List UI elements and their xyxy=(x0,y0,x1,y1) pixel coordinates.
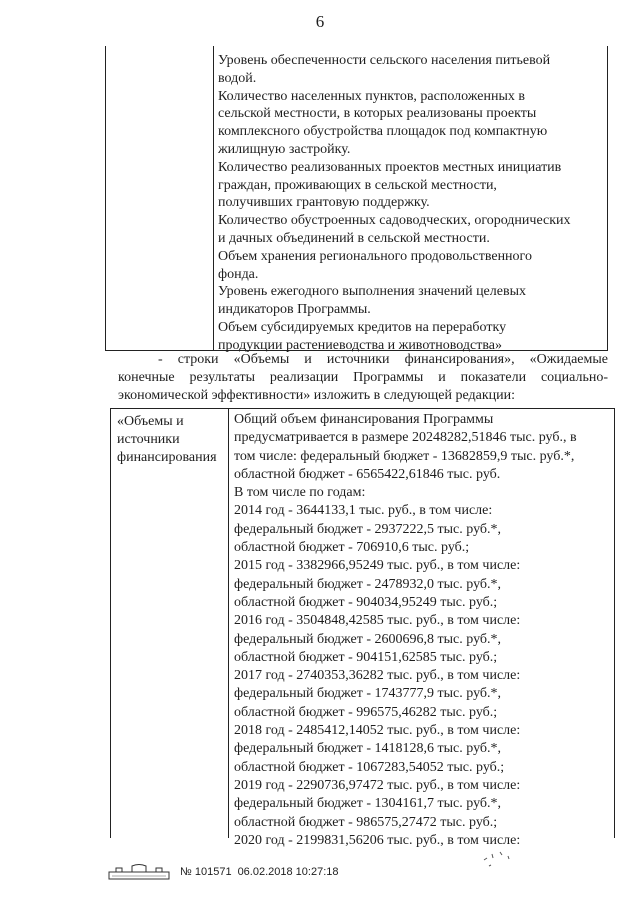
text-line: получивших грантовую поддержку. xyxy=(218,195,430,211)
paragraph-line: - строки «Объемы и источники финансирования», «Ожидаемые xyxy=(158,352,608,367)
text-line: продукции растениеводства и животноводства» xyxy=(218,337,502,353)
label-line: «Объемы и xyxy=(117,414,184,429)
text-line: 2015 год - 3382966,95249 тыс. руб., в том числе: xyxy=(234,558,521,574)
registry-logo-icon xyxy=(108,863,170,881)
text-line: предусматривается в размере 20248282,51846 тыс. руб., в xyxy=(234,430,577,446)
text-line: В том числе по годам: xyxy=(234,485,366,501)
text-line: Уровень обеспеченности сельского населения питьевой xyxy=(218,53,551,68)
text-line: Количество обустроенных садоводческих, огороднических xyxy=(218,213,571,229)
amendment-paragraph xyxy=(118,351,608,405)
text-line: фонда. xyxy=(218,266,259,282)
financing-table xyxy=(110,408,615,848)
text-line: Объем хранения регионального продовольственного xyxy=(218,248,532,264)
indicators-table xyxy=(105,46,608,351)
text-line: областной бюджет - 986575,27472 тыс. руб.; xyxy=(234,814,498,830)
text-line: федеральный бюджет - 1304161,7 тыс. руб.*, xyxy=(234,796,502,812)
text-line: федеральный бюджет - 2478932,0 тыс. руб.*, xyxy=(234,576,502,592)
text-line: областной бюджет - 6565422,61846 тыс. руб. xyxy=(234,466,501,482)
text-line: Количество населенных пунктов, расположенных в xyxy=(218,88,526,104)
text-line: областной бюджет - 904034,95249 тыс. руб.; xyxy=(234,594,498,610)
document-footer xyxy=(108,862,339,882)
text-line: том числе: федеральный бюджет - 13682859,9 тыс. руб.*, xyxy=(234,448,575,464)
financing-details xyxy=(234,411,611,850)
text-line: областной бюджет - 996575,46282 тыс. руб.; xyxy=(234,704,498,720)
indicators-list xyxy=(218,52,606,355)
table-divider xyxy=(213,46,214,350)
text-line: 2018 год - 2485412,14052 тыс. руб., в том числе: xyxy=(234,723,521,739)
text-line: 2019 год - 2290736,97472 тыс. руб., в том числе: xyxy=(234,777,521,793)
text-line: федеральный бюджет - 1743777,9 тыс. руб.*, xyxy=(234,686,502,702)
label-line: финансирования xyxy=(117,450,217,465)
text-line: 2016 год - 3504848,42585 тыс. руб., в том числе: xyxy=(234,613,521,629)
text-line: федеральный бюджет - 2937222,5 тыс. руб.*, xyxy=(234,521,502,537)
label-line: источники xyxy=(117,432,180,447)
text-line: Объем субсидируемых кредитов на переработку xyxy=(218,319,507,335)
text-line: комплексного обустройства площадок под компактную xyxy=(218,124,548,140)
text-line: областной бюджет - 904151,62585 тыс. руб.; xyxy=(234,649,498,665)
text-line: жилищную застройку. xyxy=(218,141,351,157)
text-line: и дачных объединений в сельской местности. xyxy=(218,230,490,246)
text-line: водой. xyxy=(218,70,257,86)
text-line: Количество реализованных проектов местных инициатив xyxy=(218,159,562,175)
pen-marks-icon xyxy=(480,846,520,870)
financing-label xyxy=(117,413,225,467)
page-number: 6 xyxy=(315,12,325,31)
text-line: федеральный бюджет - 2600696,8 тыс. руб.*, xyxy=(234,631,502,647)
text-line: Уровень ежегодного выполнения значений целевых xyxy=(218,284,526,300)
text-line: 2020 год - 2199831,56206 тыс. руб., в том числе: xyxy=(234,832,521,848)
text-line: индикаторов Программы. xyxy=(218,302,371,318)
text-line: граждан, проживающих в сельской местности, xyxy=(218,177,497,193)
table-divider xyxy=(228,409,229,838)
text-line: 2014 год - 3644133,1 тыс. руб., в том числе: xyxy=(234,503,493,519)
document-number: № 101571 xyxy=(180,866,232,878)
text-line: 2017 год - 2740353,36282 тыс. руб., в том числе: xyxy=(234,668,521,684)
text-line: областной бюджет - 706910,6 тыс. руб.; xyxy=(234,540,470,556)
text-line: областной бюджет - 1067283,54052 тыс. руб.; xyxy=(234,759,505,775)
document-datetime: 06.02.2018 10:27:18 xyxy=(237,866,339,878)
paragraph-line: конечные результаты реализации Программы и показатели социально- xyxy=(118,370,608,385)
text-line: федеральный бюджет - 1418128,6 тыс. руб.*, xyxy=(234,741,502,757)
paragraph-line: экономической эффективности» изложить в следующей редакции: xyxy=(118,388,516,403)
text-line: Общий объем финансирования Программы xyxy=(234,412,494,427)
text-line: сельской местности, в которых реализованы проекты xyxy=(218,106,537,122)
